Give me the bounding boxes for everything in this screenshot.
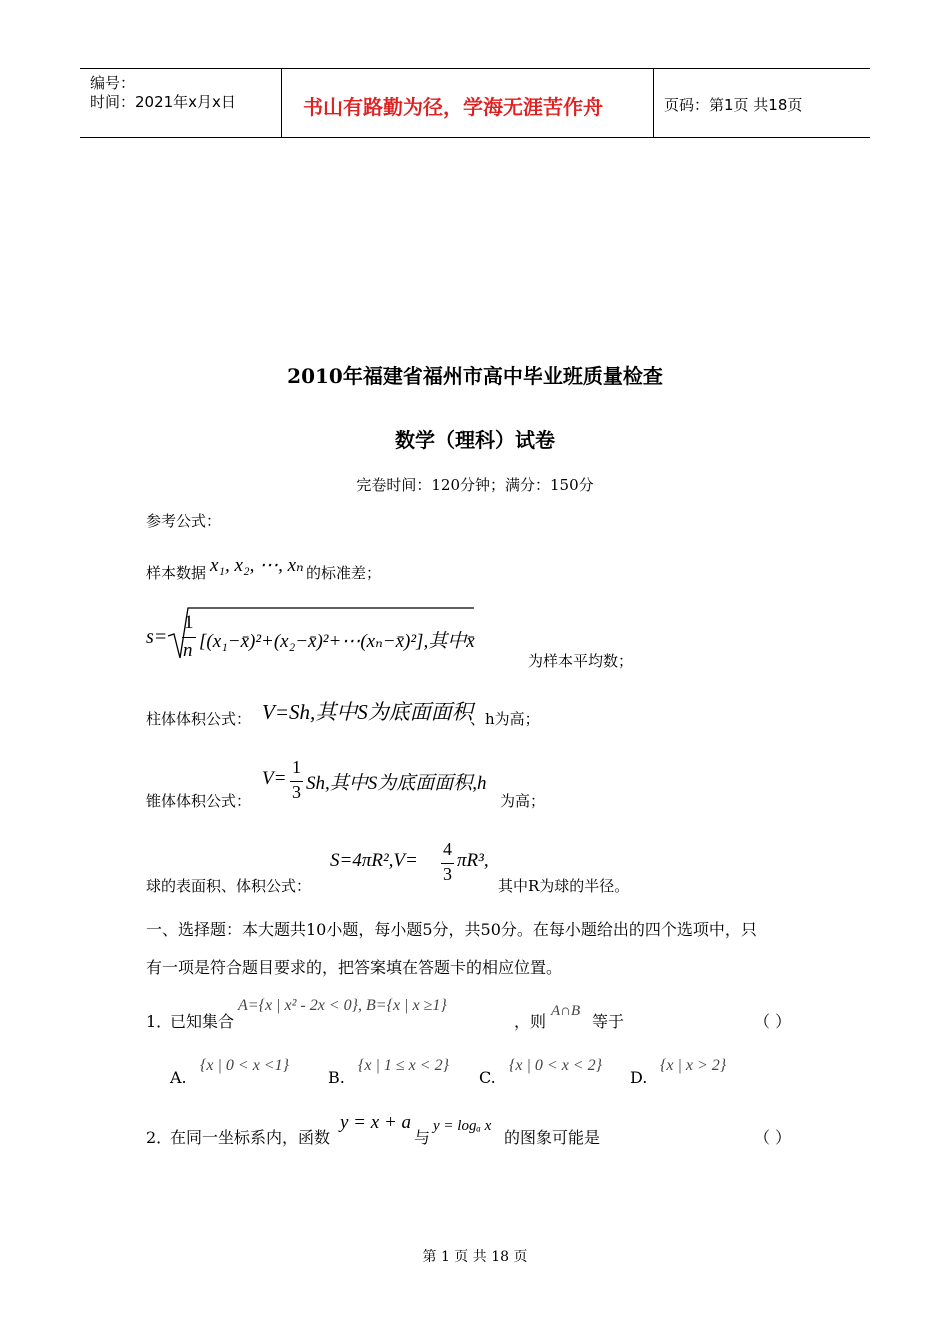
std-dev-body: [(x₁−x̄)²+(x₂−x̄)²+⋯(xₙ−x̄)²],其中x̄ xyxy=(199,631,475,652)
q2-number: 2． xyxy=(146,1128,173,1147)
header-table xyxy=(80,68,870,138)
page-label: 页码：第1页 共18页 xyxy=(664,96,803,114)
q1-answer-bracket: （ ） xyxy=(754,1012,792,1031)
std-dev-mean-note: 为样本平均数； xyxy=(528,652,634,670)
cone-note: 为高； xyxy=(500,792,546,810)
q1-option-c-letter: C. xyxy=(479,1068,496,1087)
exam-subtitle: 数学（理科）试卷 xyxy=(395,428,555,452)
motto: 书山有路勤为径，学海无涯苦作舟 xyxy=(303,95,603,119)
q1-option-a-value: {x | 0 < x <1} xyxy=(200,1057,289,1074)
section1-line2: 有一项是符合题目要求的，把答案填在答题卡的相应位置。 xyxy=(146,958,563,977)
q1-text-after: 等于 xyxy=(592,1012,625,1031)
q1-option-d-letter: D. xyxy=(630,1068,648,1087)
q1-option-d-value: {x | x > 2} xyxy=(660,1057,727,1074)
std-dev-frac-bar xyxy=(182,637,196,638)
q1-number: 1． xyxy=(146,1012,173,1031)
time-label: 时间：2021年x月x日 xyxy=(90,93,236,111)
q1-option-b-letter: B. xyxy=(328,1068,345,1087)
q2-text-before: 在同一坐标系内，函数 xyxy=(170,1128,331,1147)
std-dev-vars: x₁, x₂, ⋯, xₙ xyxy=(210,555,304,576)
std-dev-frac-den: n xyxy=(183,640,193,661)
prism-note: 、h为高； xyxy=(470,710,540,728)
sphere-frac-num: 4 xyxy=(443,839,452,859)
q2-answer-bracket: （ ） xyxy=(754,1128,792,1147)
q1-text-before: 已知集合 xyxy=(170,1012,235,1031)
exam-meta: 完卷时间：120分钟；满分：150分 xyxy=(356,476,594,494)
sphere-formula-a: S=4πR²,V= xyxy=(330,850,418,871)
cone-label: 锥体体积公式： xyxy=(146,792,252,810)
cone-lhs: V= xyxy=(262,768,287,789)
sphere-frac-den: 3 xyxy=(443,864,452,884)
prism-label: 柱体体积公式： xyxy=(146,710,252,728)
cone-frac-num: 1 xyxy=(292,757,301,777)
std-dev-frac-num: 1 xyxy=(184,612,194,633)
q2-text-after: 的图象可能是 xyxy=(504,1128,601,1147)
page-footer: 第 1 页 共 18 页 xyxy=(422,1249,528,1265)
q2-linear-math: y = x + a xyxy=(340,1112,412,1133)
serial-label: 编号： xyxy=(90,74,136,92)
q1-option-c-value: {x | 0 < x < 2} xyxy=(509,1057,602,1074)
q1-option-b-value: {x | 1 ≤ x < 2} xyxy=(358,1057,449,1074)
q1-option-a-letter: A. xyxy=(170,1068,187,1087)
cone-rhs: Sh,其中S为底面面积,h xyxy=(306,773,487,794)
q1-sets-math: A={x | x² - 2x < 0}, B={x | x ≥1} xyxy=(238,997,447,1014)
header-info-cell xyxy=(80,69,282,137)
prism-formula: V=Sh,其中S为底面面积 xyxy=(262,700,473,724)
section1-line1: 一、选择题：本大题共10小题，每小题5分，共50分。在每小题给出的四个选项中，只 xyxy=(146,920,757,939)
sphere-label: 球的表面积、体积公式： xyxy=(146,877,312,895)
header-motto-cell xyxy=(282,69,654,137)
std-dev-suffix: 的标准差； xyxy=(306,564,382,582)
sphere-note: 其中R为球的半径。 xyxy=(498,877,630,895)
std-dev-lhs: s= xyxy=(146,626,168,648)
formula-heading: 参考公式： xyxy=(146,512,222,530)
q1-intersection-math: A∩B xyxy=(551,1003,581,1019)
exam-title: 2010年福建省福州市高中毕业班质量检查 xyxy=(287,364,663,388)
q1-text-mid: ，则 xyxy=(514,1012,547,1031)
q2-log-math: y = logₐ x xyxy=(433,1118,492,1134)
sphere-formula-b: πR³, xyxy=(457,850,489,871)
cone-frac-den: 3 xyxy=(292,782,301,802)
std-dev-prefix: 样本数据 xyxy=(146,564,207,582)
header-page-cell xyxy=(654,69,870,137)
q2-text-mid: 与 xyxy=(414,1128,431,1147)
